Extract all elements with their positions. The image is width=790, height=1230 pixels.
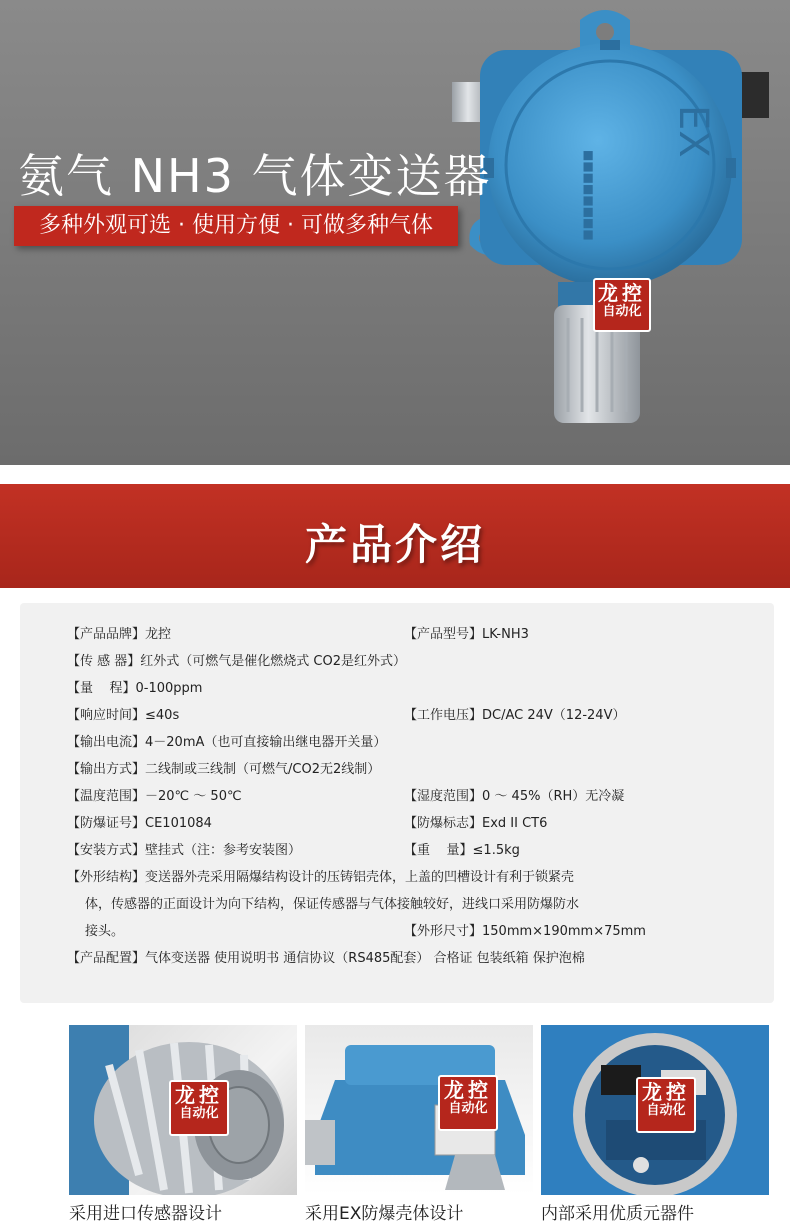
spec-model — [404, 626, 529, 644]
spec-value: 红外式（可燃气是催化燃烧式 CO2是红外式） — [140, 654, 406, 669]
badge-line2: 自动化 — [179, 1106, 219, 1121]
spec-temperature — [67, 788, 242, 806]
spec-value: ≤40s — [145, 708, 180, 723]
gas-transmitter-image — [440, 0, 790, 465]
spec-label: 【防爆证号】 — [67, 816, 146, 831]
spec-label: 【湿度范围】 — [404, 789, 483, 804]
spec-install — [67, 842, 301, 860]
brand-watermark-badge — [593, 278, 651, 332]
spec-label: 【外形尺寸】 — [404, 924, 483, 939]
spec-response-time — [67, 707, 179, 725]
spec-ex-certificate — [67, 815, 212, 833]
housing-photo — [305, 1025, 533, 1195]
product-title: 氨气 NH3 气体变送器 — [18, 149, 492, 203]
spec-voltage — [404, 707, 625, 725]
spec-label: 【安装方式】 — [67, 843, 146, 858]
spec-value: 接头。 — [85, 924, 125, 939]
section-header — [0, 484, 790, 588]
spec-value: 150mm×190mm×75mm — [482, 924, 646, 939]
internal-photo — [541, 1025, 769, 1195]
spec-label: 【输出方式】 — [67, 762, 146, 777]
spec-brand — [67, 626, 171, 644]
spec-value: Exd II CT6 — [482, 816, 548, 831]
spec-output-mode — [67, 761, 380, 779]
spec-value: CE101084 — [145, 816, 212, 831]
badge-line1: 龙控 — [444, 1078, 492, 1102]
spec-label: 【产品品牌】 — [67, 627, 146, 642]
spec-label: 【防爆标志】 — [404, 816, 483, 831]
section-title: 产品介绍 — [304, 520, 485, 569]
spec-value: 龙控 — [145, 627, 172, 642]
spec-value: 4－20mA（也可直接输出继电器开关量） — [145, 735, 387, 750]
spec-label: 【外形结构】 — [67, 870, 146, 885]
spec-card — [20, 603, 774, 1003]
spec-value: 0 ～ 45%（RH）无冷凝 — [482, 789, 625, 804]
spec-label: 【工作电压】 — [404, 708, 483, 723]
spec-label: 【传 感 器】 — [67, 654, 141, 669]
spec-value: ≤1.5kg — [472, 843, 520, 858]
badge-line1: 龙控 — [642, 1080, 690, 1104]
spec-value: LK-NH3 — [482, 627, 529, 642]
spec-label: 【温度范围】 — [67, 789, 146, 804]
spec-value: 气体变送器 使用说明书 通信协议（RS485配套） 合格证 包装纸箱 保护泡棉 — [145, 951, 585, 966]
spec-label: 【产品配置】 — [67, 951, 146, 966]
photo-watermark-badge — [636, 1077, 696, 1133]
spec-dimensions — [404, 923, 646, 941]
spec-label: 【重 量】 — [404, 843, 473, 858]
spec-value: 体，传感器的正面设计为向下结构，保证传感器与气体接触较好，进线口采用防爆防水 — [85, 897, 580, 912]
sensor-photo — [69, 1025, 297, 1195]
spec-structure-line3 — [85, 923, 124, 941]
spec-value: 二线制或三线制（可燃气/CO2无2线制） — [145, 762, 381, 777]
svg-text:EX: EX — [670, 105, 716, 158]
hero-banner-section — [0, 0, 790, 465]
spec-label: 【输出电流】 — [67, 735, 146, 750]
spec-humidity — [404, 788, 624, 806]
spec-weight — [404, 842, 520, 860]
spec-value: －20℃ ～ 50℃ — [145, 789, 242, 804]
spec-structure — [67, 869, 574, 887]
spec-value: DC/AC 24V（12-24V） — [482, 708, 626, 723]
photo-watermark-badge — [438, 1075, 498, 1131]
spec-output-current — [67, 734, 386, 752]
photo-caption-sensor: 采用进口传感器设计 — [69, 1204, 222, 1224]
spec-structure-line2 — [85, 896, 579, 914]
ex-housing-image — [305, 1025, 533, 1195]
photo-caption-housing: 采用EX防爆壳体设计 — [305, 1204, 464, 1224]
svg-text:■■■■■■■■: ■■■■■■■■ — [582, 150, 596, 241]
spec-label: 【响应时间】 — [67, 708, 146, 723]
spec-value: 壁挂式（注：参考安装图） — [145, 843, 302, 858]
spec-sensor — [67, 653, 406, 671]
photo-caption-internal: 内部采用优质元器件 — [541, 1204, 694, 1224]
badge-line1: 龙控 — [598, 281, 646, 305]
spec-package — [67, 950, 585, 968]
spec-ex-mark — [404, 815, 547, 833]
feature-banner: 多种外观可选 · 使用方便 · 可做多种气体 — [14, 206, 458, 246]
spec-value: 变送器外壳采用隔爆结构设计的压铸铝壳体，上盖的凹槽设计有利于锁紧壳 — [145, 870, 575, 885]
spec-range — [67, 680, 202, 698]
badge-line2: 自动化 — [646, 1103, 686, 1118]
badge-line1: 龙控 — [175, 1083, 223, 1107]
spec-label: 【产品型号】 — [404, 627, 483, 642]
badge-line2: 自动化 — [448, 1101, 488, 1116]
photo-watermark-badge — [169, 1080, 229, 1136]
badge-line2: 自动化 — [602, 304, 642, 319]
spec-value: 0-100ppm — [135, 681, 203, 696]
spec-label: 【量 程】 — [67, 681, 136, 696]
